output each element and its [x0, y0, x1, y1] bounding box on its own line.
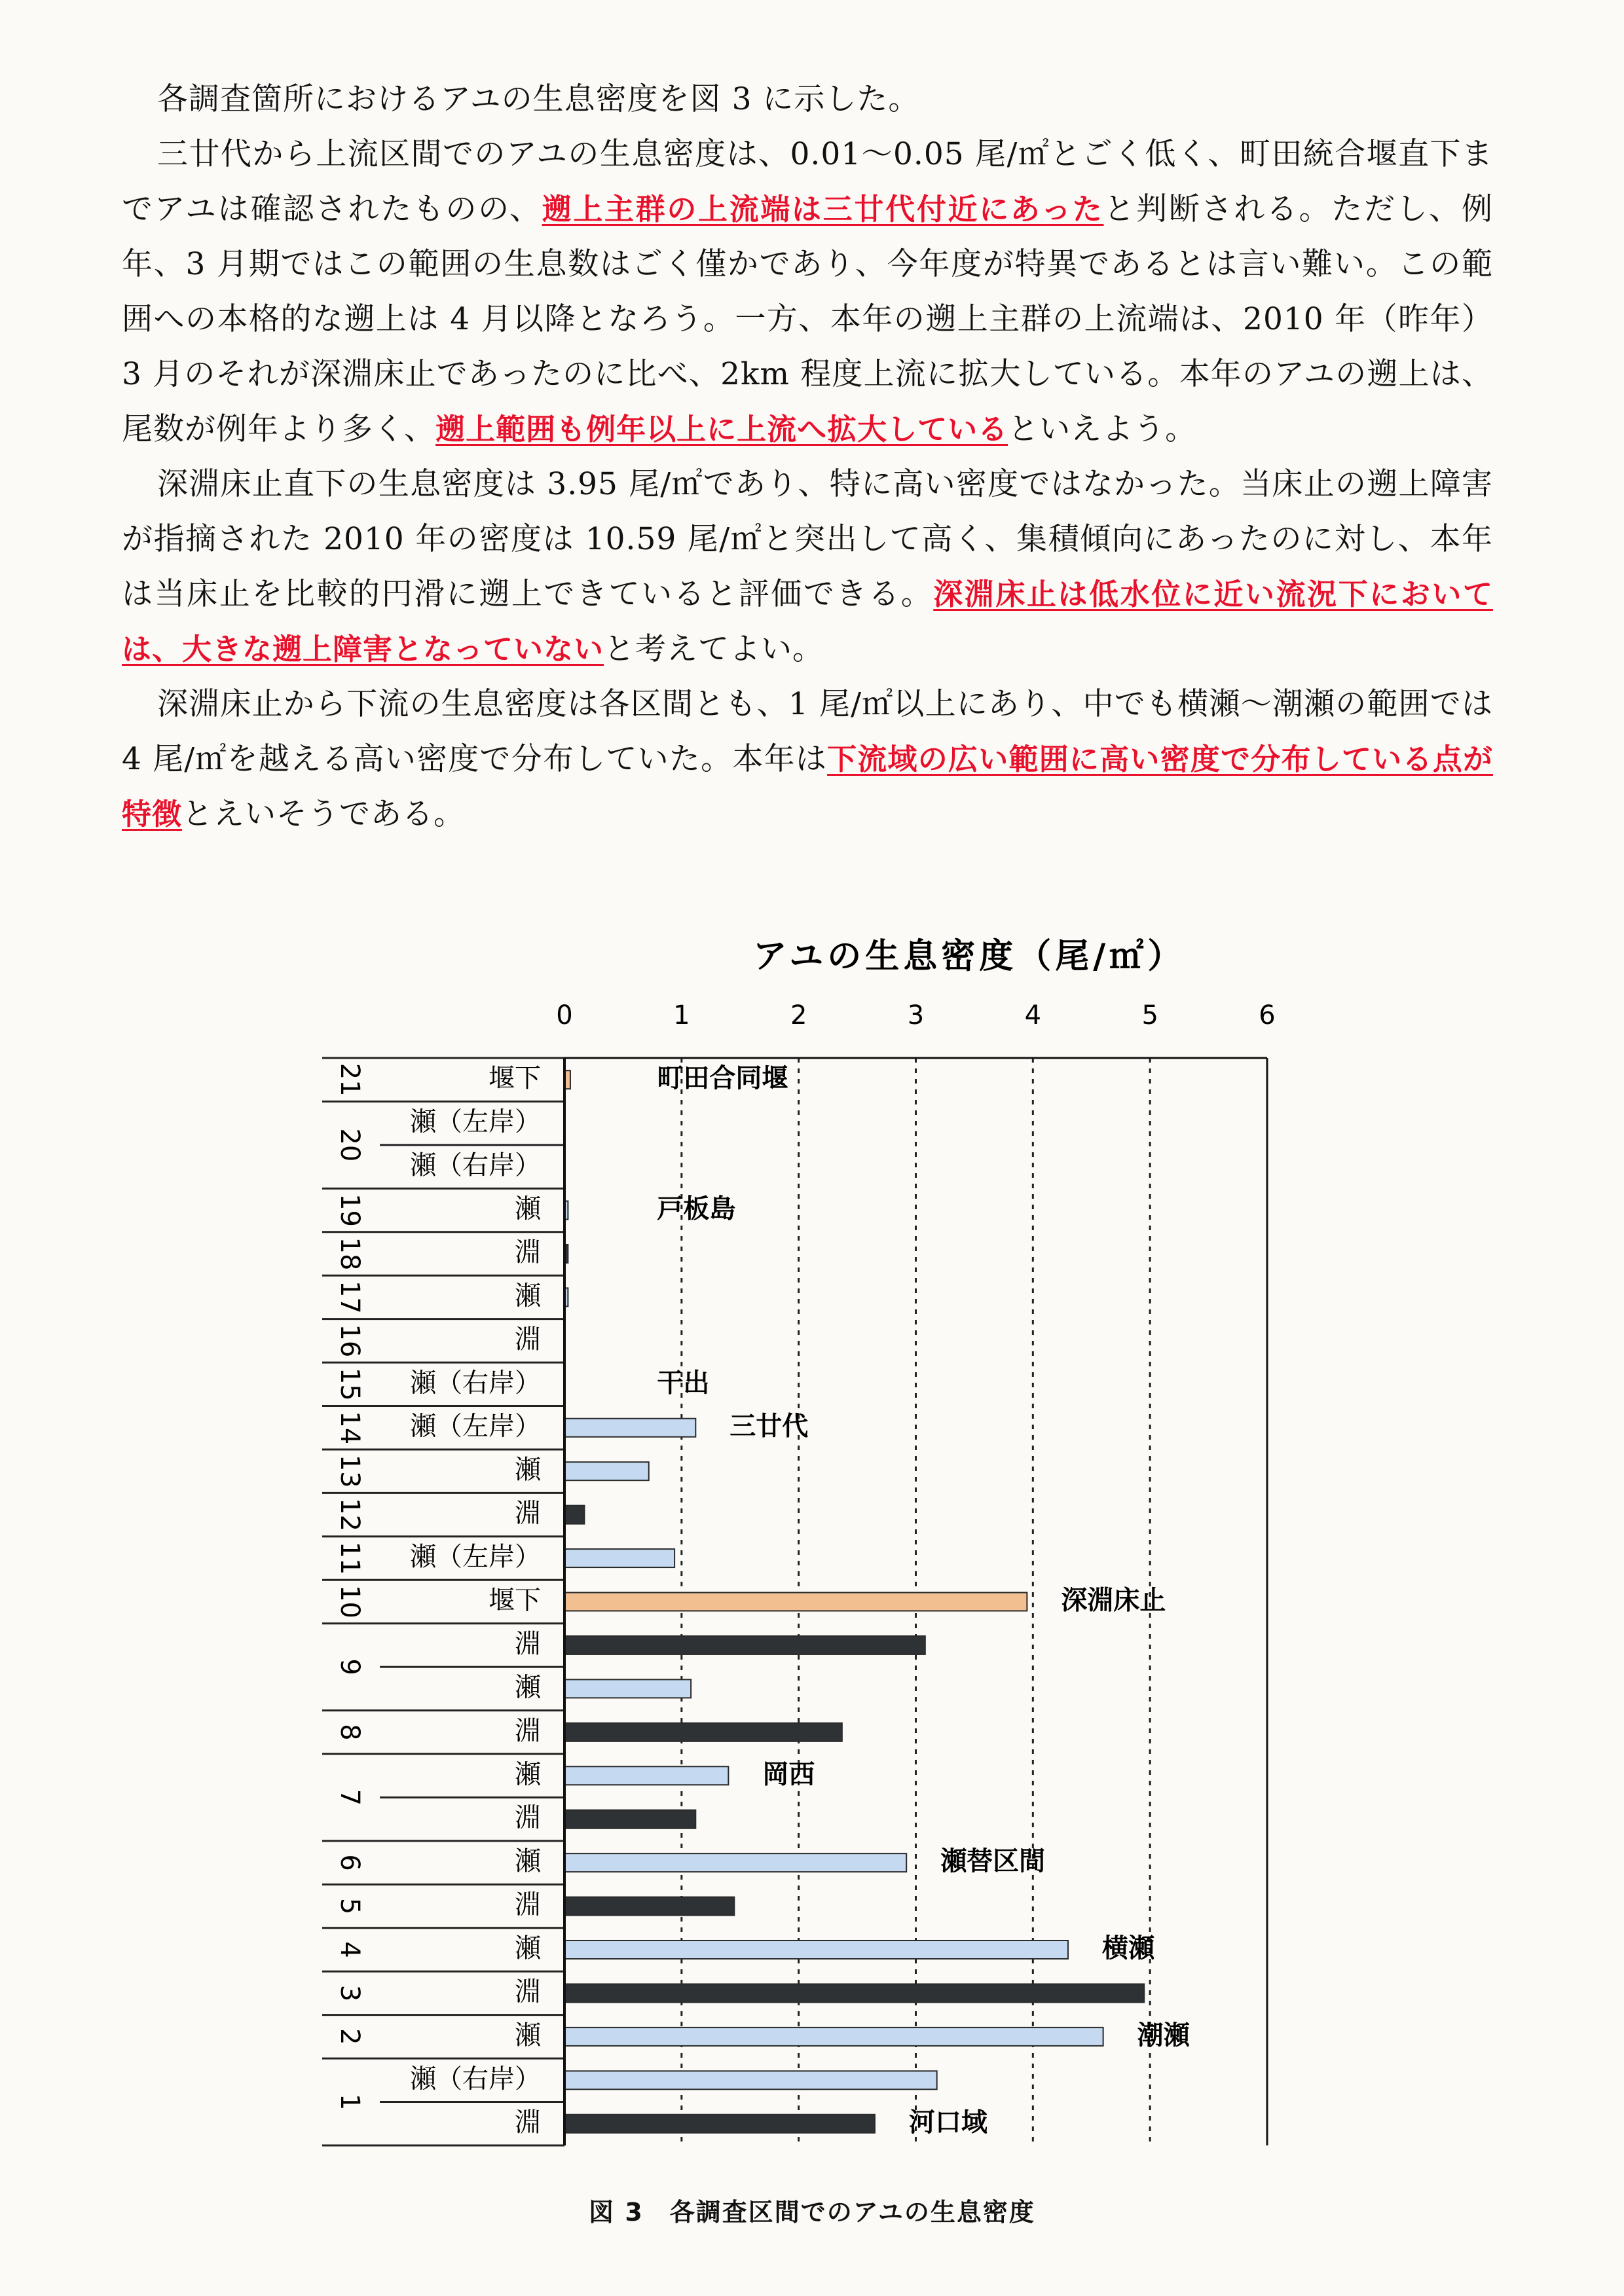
- section-number: 5: [335, 1897, 365, 1915]
- chart-title: アユの生息密度（尾/㎡）: [752, 937, 1186, 976]
- section-number: 21: [335, 1063, 365, 1097]
- section-number: 10: [335, 1585, 365, 1618]
- paragraph-4-text-b: とえいそうである。: [182, 796, 466, 832]
- x-tick-label: 2: [790, 1000, 807, 1030]
- bar-pool: [564, 1506, 584, 1524]
- paragraph-2-text-b: と判断される。ただし、例年、3 月期ではこの範囲の生息数はごく僅かであり、今年度が特異であるとは言い難い。この範囲への本格的な遡上は 4 月以降となろう。一方、本年の遡上主群の上流端は、2010 年（昨年）3 月のそれが深淵床止であったのに比べ、2km 程度上流に拡大している。本年のアユの遡上は、尾数が例年より多く、: [122, 191, 1493, 447]
- row-label: 瀬（左岸）: [410, 1411, 541, 1442]
- x-tick-label: 0: [556, 1000, 573, 1030]
- bar-annotation: 町田合同堰: [657, 1063, 788, 1094]
- bar-annotation: 深淵床止: [1061, 1585, 1166, 1616]
- row-label: 瀬（右岸）: [410, 2064, 541, 2094]
- bar-pool: [564, 2115, 875, 2133]
- section-number: 15: [335, 1367, 365, 1401]
- paragraph-3-text-a: 深淵床止直下の生息密度は 3.95 尾/㎡であり、特に高い密度ではなかった。当床止の遡上障害が指摘された 2010 年の密度は 10.59 尾/㎡と突出して高く、集積傾向にあったのに対し、本年は当床止を比較的円滑に遡上できていると評価できる。: [122, 466, 1493, 612]
- section-number: 3: [335, 1984, 365, 2002]
- section-number: 13: [335, 1454, 365, 1488]
- bar-pool: [564, 1810, 695, 1829]
- section-number: 19: [335, 1194, 365, 1227]
- section-number: 8: [335, 1724, 365, 1741]
- bar-riffle: [564, 1853, 906, 1872]
- bar-pool: [564, 1723, 842, 1741]
- row-label: 瀬: [515, 1455, 541, 1485]
- section-number: 18: [335, 1237, 365, 1271]
- paragraph-4-text-a: 深淵床止から下流の生息密度は各区間とも、1 尾/㎡以上にあり、中でも横瀬〜潮瀬の範囲では 4 尾/㎡を越える高い密度で分布していた。本年は: [122, 686, 1493, 777]
- bar-riffle: [564, 1766, 728, 1785]
- row-label: 淵: [515, 1628, 541, 1659]
- section-number: 14: [335, 1411, 365, 1445]
- row-label: 瀬: [515, 1672, 541, 1703]
- bar-pool: [564, 1984, 1144, 2002]
- row-label: 淵: [515, 1977, 541, 2007]
- bar-annotation: 戸板島: [657, 1194, 736, 1224]
- row-label: 淵: [515, 1324, 541, 1355]
- row-label: 淵: [515, 1237, 541, 1267]
- section-number: 9: [335, 1658, 365, 1675]
- bar-annotation: 干出: [657, 1368, 710, 1398]
- bar-riffle: [564, 2028, 1103, 2046]
- section-number: 16: [335, 1324, 365, 1358]
- row-label: 瀬: [515, 2020, 541, 2050]
- row-label: 瀬（左岸）: [410, 1542, 541, 1573]
- bar-annotation: 横瀬: [1101, 1933, 1154, 1964]
- bar-annotation: 三廿代: [729, 1411, 809, 1442]
- highlight-downstream-feature: 下流域の広い範囲に高い密度で分布している点が特徴: [122, 742, 1493, 831]
- paragraph-3-text-b: と考えてよい。: [604, 631, 824, 667]
- x-tick-label: 6: [1259, 1000, 1276, 1030]
- bar-riffle: [564, 1419, 695, 1437]
- section-number: 2: [335, 2028, 365, 2045]
- bar-riffle: [564, 2071, 937, 2089]
- row-label: 瀬: [515, 1281, 541, 1311]
- chart-body: [322, 1000, 1276, 2145]
- bar-annotation: 岡西: [762, 1759, 815, 1790]
- row-label: 瀬（右岸）: [410, 1150, 541, 1181]
- x-tick-label: 4: [1024, 1000, 1042, 1030]
- bar-riffle: [564, 1941, 1068, 1959]
- section-number: 1: [335, 2093, 365, 2111]
- section-number: 4: [335, 1941, 365, 1958]
- paragraph-2-text-c: といえよう。: [1008, 411, 1197, 447]
- row-label: 淵: [515, 1715, 541, 1746]
- x-tick-label: 1: [673, 1000, 690, 1030]
- bar-pool: [564, 1636, 925, 1654]
- row-label: 瀬（右岸）: [410, 1368, 541, 1398]
- bar-annotation: 瀬替区間: [940, 1846, 1046, 1877]
- x-tick-label: 3: [907, 1000, 925, 1030]
- row-label: 淵: [515, 1802, 541, 1833]
- bar-annotation: 潮瀬: [1137, 2020, 1190, 2050]
- row-label: 堰下: [489, 1585, 541, 1616]
- row-label: 瀬: [515, 1194, 541, 1224]
- bar-pool: [564, 1897, 734, 1916]
- highlight-no-obstacle: 深淵床止は低水位に近い流況下においては、大きな遡上障害となっていない: [122, 577, 1493, 666]
- row-label: 淵: [515, 1498, 541, 1529]
- section-number: 11: [335, 1541, 365, 1575]
- row-label: 淵: [515, 2107, 541, 2138]
- section-number: 12: [335, 1498, 365, 1532]
- section-number: 17: [335, 1280, 365, 1314]
- row-label: 淵: [515, 1889, 541, 1920]
- highlight-upstream-end: 遡上主群の上流端は三廿代付近にあった: [542, 192, 1104, 227]
- row-label: 瀬（左岸）: [410, 1106, 541, 1137]
- paragraph-1-text: 各調査箇所におけるアユの生息密度を図 3 に示した。: [157, 81, 920, 117]
- row-label: 堰下: [489, 1063, 541, 1094]
- section-number: 20: [335, 1128, 365, 1162]
- section-number: 6: [335, 1854, 365, 1871]
- bar-riffle: [564, 1462, 649, 1480]
- figure-caption: 図 3 各調査区間でのアユの生息密度: [589, 2198, 1035, 2227]
- bar-annotation: 河口域: [908, 2107, 987, 2138]
- row-label: 瀬: [515, 1846, 541, 1877]
- row-label: 瀬: [515, 1933, 541, 1964]
- bar-riffle: [564, 1549, 674, 1567]
- row-label: 瀬: [515, 1759, 541, 1790]
- bar-weir: [564, 1593, 1027, 1611]
- highlight-range-expanded: 遡上範囲も例年以上に上流へ拡大している: [435, 412, 1008, 446]
- bar-riffle: [564, 1679, 691, 1698]
- x-tick-label: 5: [1141, 1000, 1158, 1030]
- section-number: 7: [335, 1789, 365, 1806]
- paragraph-2-text-a: 三廿代から上流区間でのアユの生息密度は、0.01〜0.05 尾/㎡とごく低く、町田統合堰直下までアユは確認されたものの、: [122, 136, 1493, 227]
